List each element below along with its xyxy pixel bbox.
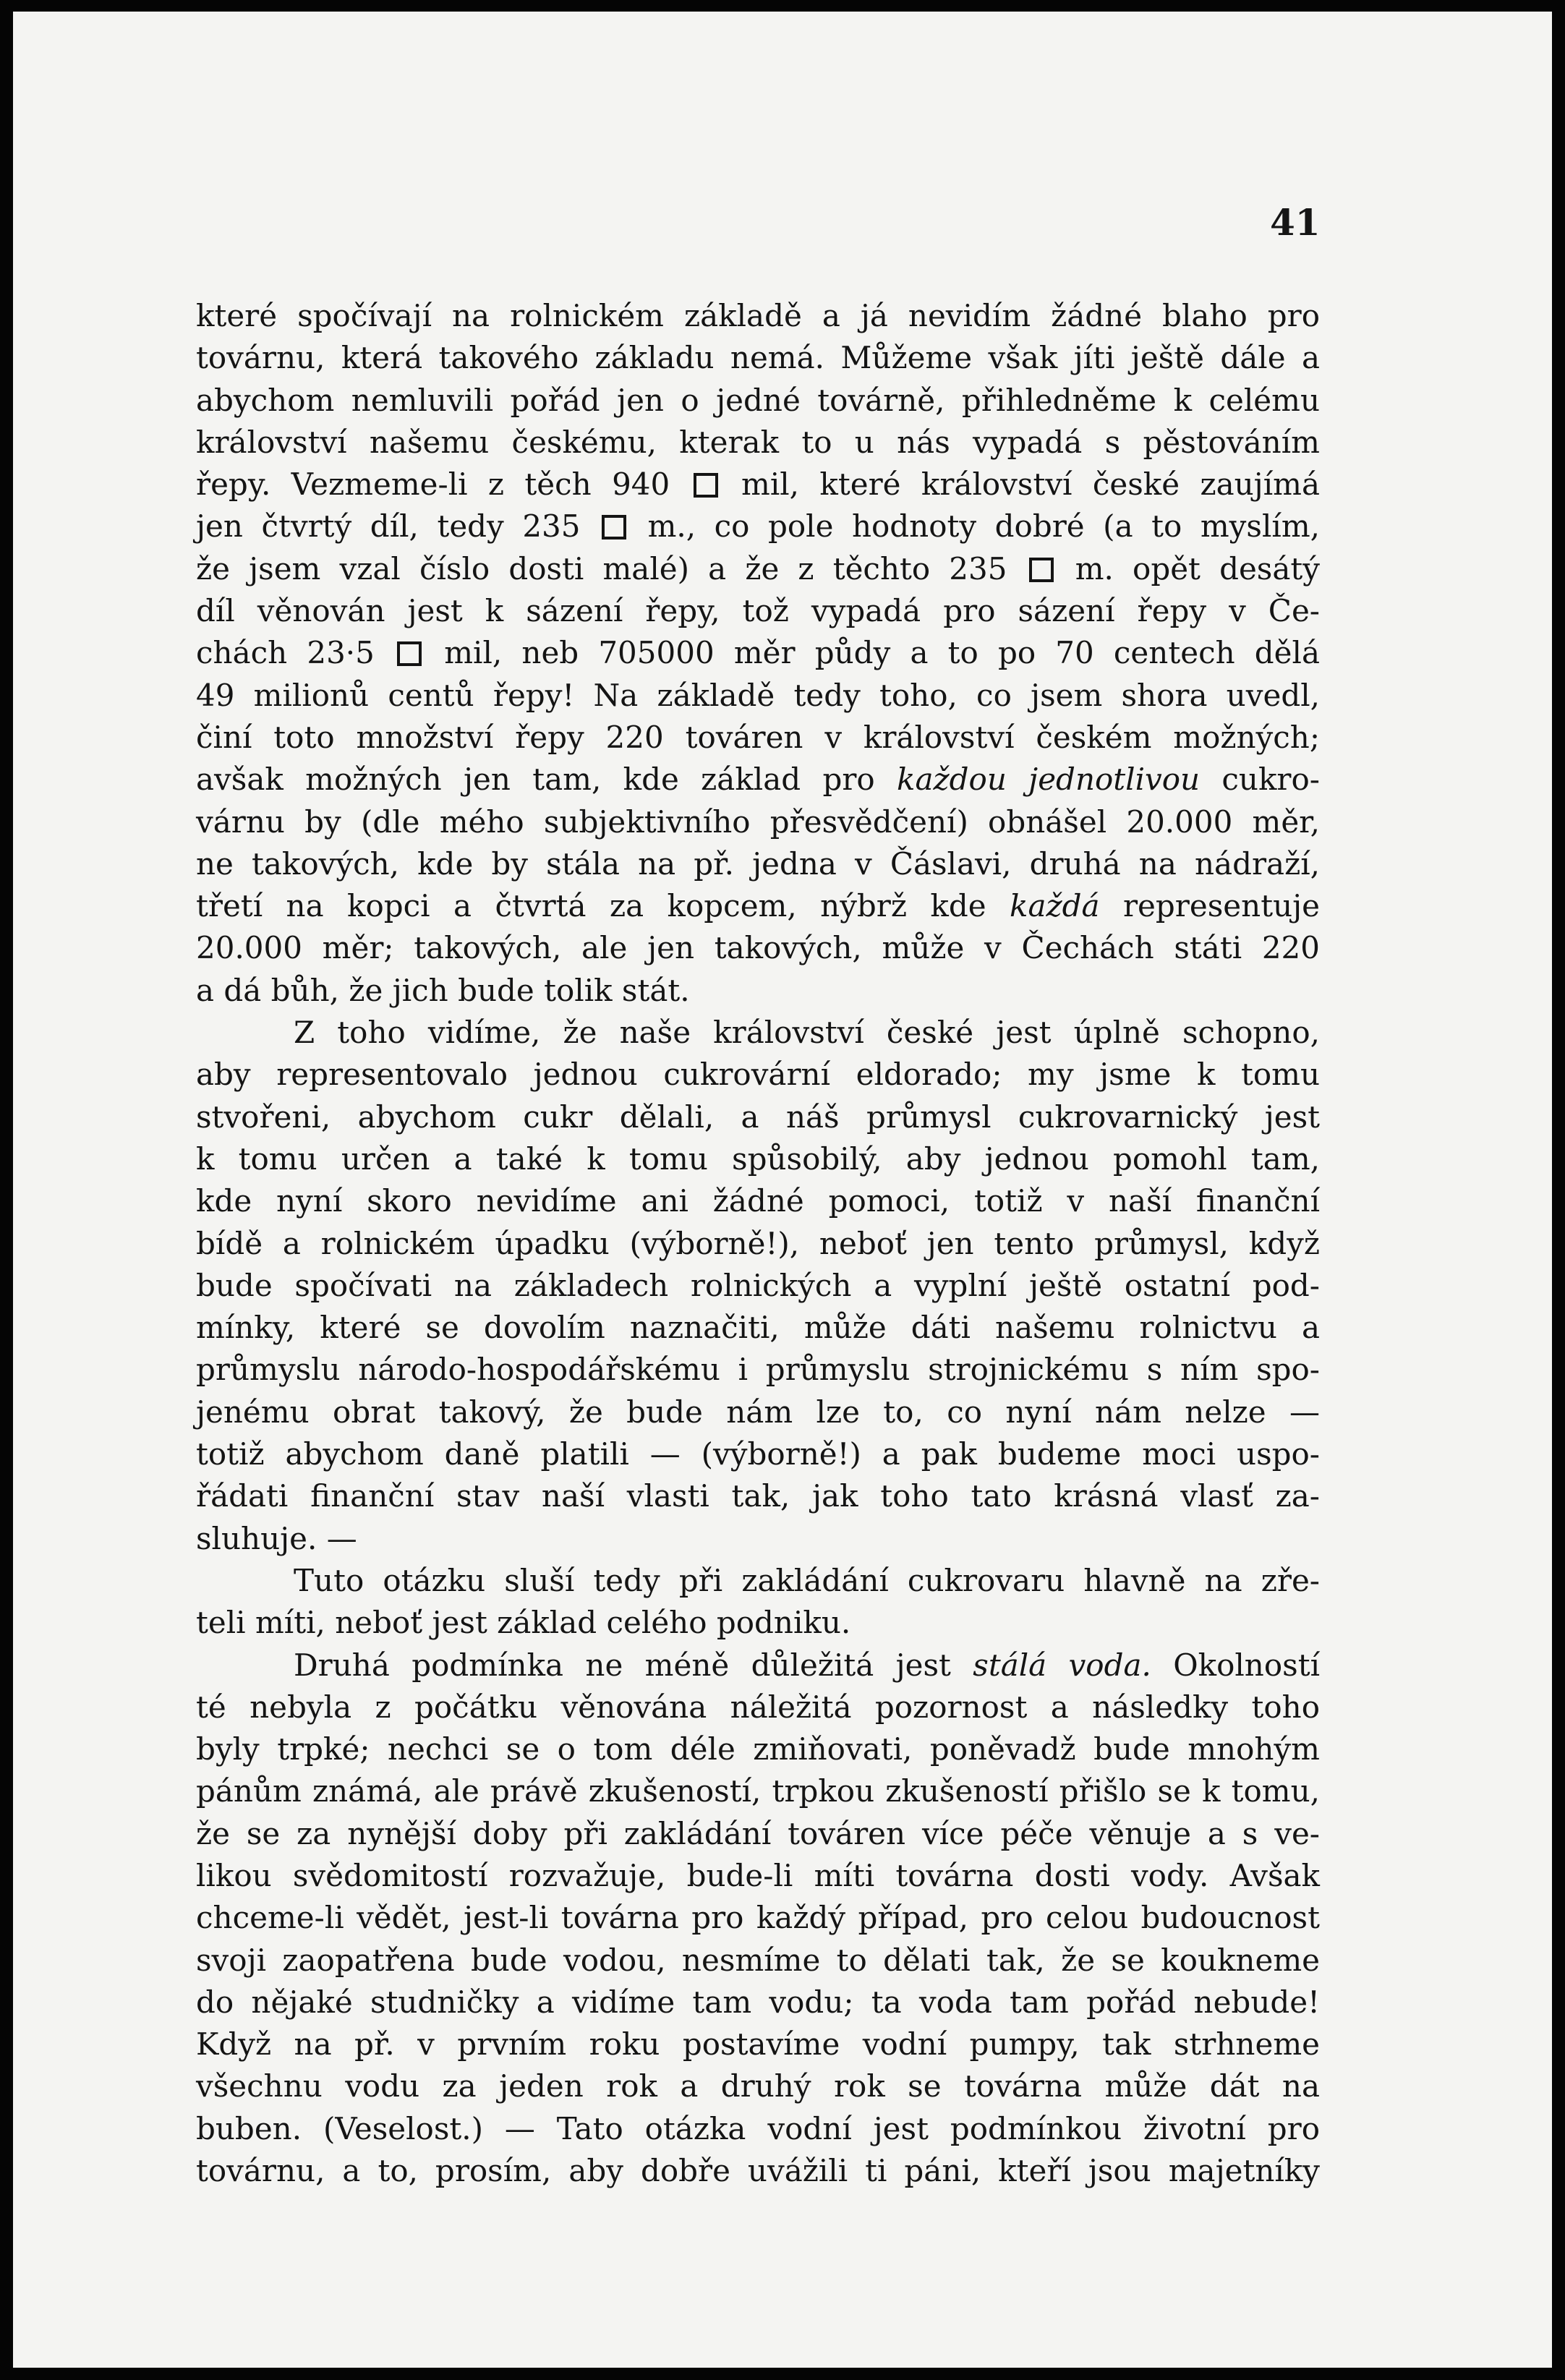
text-line <box>196 1096 1320 1138</box>
square-mile-symbol <box>1029 558 1054 582</box>
text-segment: té nebyla z počátku věnována náležitá pozornost a následky toho <box>196 1689 1320 1725</box>
text-line <box>196 1138 1320 1180</box>
text-segment: jenému obrat takový, že bude nám lze to, co nyní nám nelze — <box>196 1394 1320 1430</box>
text-segment: díl věnován jest k sázení řepy, tož vypadá pro sázení řepy v Če- <box>196 593 1320 629</box>
text-segment: chceme-li vědět, jest-li továrna pro každý případ, pro celou budoucnost <box>196 1900 1320 1936</box>
text-segment: kde nyní skoro nevidíme ani žádné pomoci, totiž v naší finanční <box>196 1183 1320 1219</box>
text-line <box>196 2023 1320 2065</box>
text-segment: Okolností <box>1151 1647 1320 1683</box>
text-segment: do nějaké studničky a vidíme tam vodu; ta voda tam pořád nebude! <box>196 1984 1320 2020</box>
text-segment: cukro- <box>1200 762 1320 798</box>
text-segment: chách 23·5 <box>196 635 395 671</box>
body-text <box>196 295 1320 2192</box>
square-mile-symbol <box>397 641 422 666</box>
emphasized-text: stálá voda. <box>973 1647 1151 1683</box>
text-segment: bídě a rolnickém úpadku (výborně!), neboť jen tento průmysl, když <box>196 1225 1320 1261</box>
text-segment: svoji zaopatřena bude vodou, nesmíme to dělati tak, že se koukneme <box>196 1942 1320 1978</box>
text-segment: m. opět desátý <box>1056 550 1321 587</box>
text-segment: Druhá podmínka ne méně důležitá jest <box>294 1647 973 1683</box>
text-segment: všechnu vodu za jeden rok a druhý rok se továrna může dát na <box>196 2068 1320 2104</box>
text-segment: jen čtvrtý díl, tedy 235 <box>196 508 600 545</box>
text-segment: stvořeni, abychom cukr dělali, a náš průmysl cukrovarnický jest <box>196 1099 1320 1135</box>
text-line <box>196 1054 1320 1096</box>
text-line <box>196 843 1320 885</box>
text-line <box>196 1940 1320 1982</box>
text-segment: řepy. Vezmeme-li z těch 940 <box>196 466 691 503</box>
emphasized-text: každá <box>1010 888 1100 924</box>
text-segment: aby representovalo jednou cukrovární eldorado; my jsme k tomu <box>196 1057 1320 1093</box>
text-line <box>196 1813 1320 1855</box>
text-segment: mil, neb 705000 měr půdy a to po 70 centech dělá <box>425 635 1321 671</box>
text-line <box>196 506 1320 547</box>
text-line <box>196 1180 1320 1222</box>
text-line <box>196 1223 1320 1265</box>
text-line <box>196 1012 1320 1054</box>
text-segment: likou svědomitostí rozvažuje, bude-li míti továrna dosti vody. Avšak <box>196 1857 1320 1893</box>
text-line <box>196 1391 1320 1433</box>
text-line <box>196 927 1320 969</box>
text-line <box>196 2108 1320 2150</box>
text-line <box>196 1433 1320 1475</box>
text-segment: třetí na kopci a čtvrtá za kopcem, nýbrž kde <box>196 888 1010 924</box>
text-segment: 49 milionů centů řepy! Na základě tedy toho, co jsem shora uvedl, <box>196 677 1320 713</box>
text-segment: továrnu, která takového základu nemá. Můžeme však jíti ještě dále a <box>196 340 1320 376</box>
text-line <box>196 885 1320 927</box>
text-line <box>196 1855 1320 1897</box>
text-segment: representuje <box>1099 888 1321 924</box>
text-line <box>196 1307 1320 1349</box>
text-line <box>196 675 1320 717</box>
text-line <box>196 970 1320 1012</box>
text-line <box>196 717 1320 759</box>
text-segment: Z toho vidíme, že naše království české jest úplně schopno, <box>294 1015 1320 1051</box>
text-segment: pánům známá, ale právě zkušeností, trpkou zkušeností přišlo se k tomu, <box>196 1773 1320 1809</box>
text-line <box>196 422 1320 464</box>
text-line <box>196 1560 1320 1602</box>
text-line <box>196 295 1320 337</box>
text-segment: 20.000 měr; takových, ale jen takových, může v Čechách státi 220 <box>196 930 1320 966</box>
text-segment: které spočívají na rolnickém základě a já nevidím žádné blaho pro <box>196 298 1320 333</box>
text-segment: abychom nemluvili pořád jen o jedné továrně, přihledněme k celému <box>196 382 1320 418</box>
text-segment: byly trpké; nechci se o tom déle zmiňovati, poněvadž bude mnohým <box>196 1731 1320 1767</box>
text-segment: totiž abychom daně platili — (výborně!) a pak budeme moci uspo- <box>196 1436 1320 1472</box>
emphasized-text: každou jednotlivou <box>897 762 1201 798</box>
text-segment: že se za nynější doby při zakládání továren více péče věnuje a s ve- <box>196 1815 1320 1851</box>
document-page <box>13 12 1552 2368</box>
text-line <box>196 1770 1320 1812</box>
text-line <box>196 1686 1320 1728</box>
text-line <box>196 1475 1320 1517</box>
text-line <box>196 632 1320 674</box>
text-line <box>196 801 1320 843</box>
text-line <box>196 1982 1320 2023</box>
text-line <box>196 590 1320 632</box>
text-segment: Tuto otázku sluší tedy při zakládání cukrovaru hlavně na zře- <box>294 1562 1320 1598</box>
text-line <box>196 2150 1320 2192</box>
text-segment: avšak možných jen tam, kde základ pro <box>196 762 897 798</box>
text-segment: že jsem vzal číslo dosti malé) a že z těchto 235 <box>196 550 1026 587</box>
square-mile-symbol <box>694 473 718 498</box>
text-segment: ne takových, kde by stála na př. jedna v Čáslavi, druhá na nádraží, <box>196 845 1320 882</box>
text-segment: m., co pole hodnoty dobré (a to myslím, <box>629 508 1320 545</box>
text-line <box>196 2065 1320 2107</box>
page-number: 41 <box>1270 201 1321 244</box>
text-line <box>196 1728 1320 1770</box>
text-segment: činí toto množství řepy 220 továren v království českém možných; <box>196 719 1320 755</box>
text-segment: k tomu určen a také k tomu spůsobilý, aby jednou pomohl tam, <box>196 1140 1320 1177</box>
text-segment: a dá bůh, že jich bude tolik stát. <box>196 972 690 1008</box>
text-segment: království našemu českému, kterak to u nás vypadá s pěstováním <box>196 424 1320 460</box>
text-line <box>196 1518 1320 1560</box>
text-segment: Když na př. v prvním roku postavíme vodní pumpy, tak strhneme <box>196 2026 1320 2063</box>
text-line <box>196 464 1320 506</box>
text-line <box>196 1265 1320 1307</box>
text-segment: mínky, které se dovolím naznačiti, může dáti našemu rolnictvu a <box>196 1310 1320 1346</box>
text-segment: řádati finanční stav naší vlasti tak, jak toho tato krásná vlasť za- <box>196 1478 1320 1514</box>
text-line <box>196 1602 1320 1644</box>
text-line <box>196 1897 1320 1939</box>
text-segment: teli míti, neboť jest základ celého podniku. <box>196 1605 851 1641</box>
text-line <box>196 1645 1320 1686</box>
text-segment: mil, které království české zaujímá <box>720 466 1320 503</box>
text-segment: buben. (Veselost.) — Tato otázka vodní jest podmínkou životní pro <box>196 2110 1320 2146</box>
text-segment: bude spočívati na základech rolnických a vyplní ještě ostatní pod- <box>196 1267 1320 1303</box>
text-segment: sluhuje. — <box>196 1520 357 1556</box>
text-segment: průmyslu národo-hospodářskému i průmyslu strojnickému s ním spo- <box>196 1352 1320 1388</box>
text-line <box>196 548 1320 590</box>
text-segment: továrnu, a to, prosím, aby dobře uvážili ti páni, kteří jsou majetníky <box>196 2153 1320 2189</box>
square-mile-symbol <box>602 515 626 539</box>
text-segment: várnu by (dle mého subjektivního přesvědčení) obnášel 20.000 měr, <box>196 803 1320 840</box>
text-line <box>196 759 1320 801</box>
text-line <box>196 380 1320 422</box>
text-line <box>196 337 1320 379</box>
text-line <box>196 1349 1320 1391</box>
